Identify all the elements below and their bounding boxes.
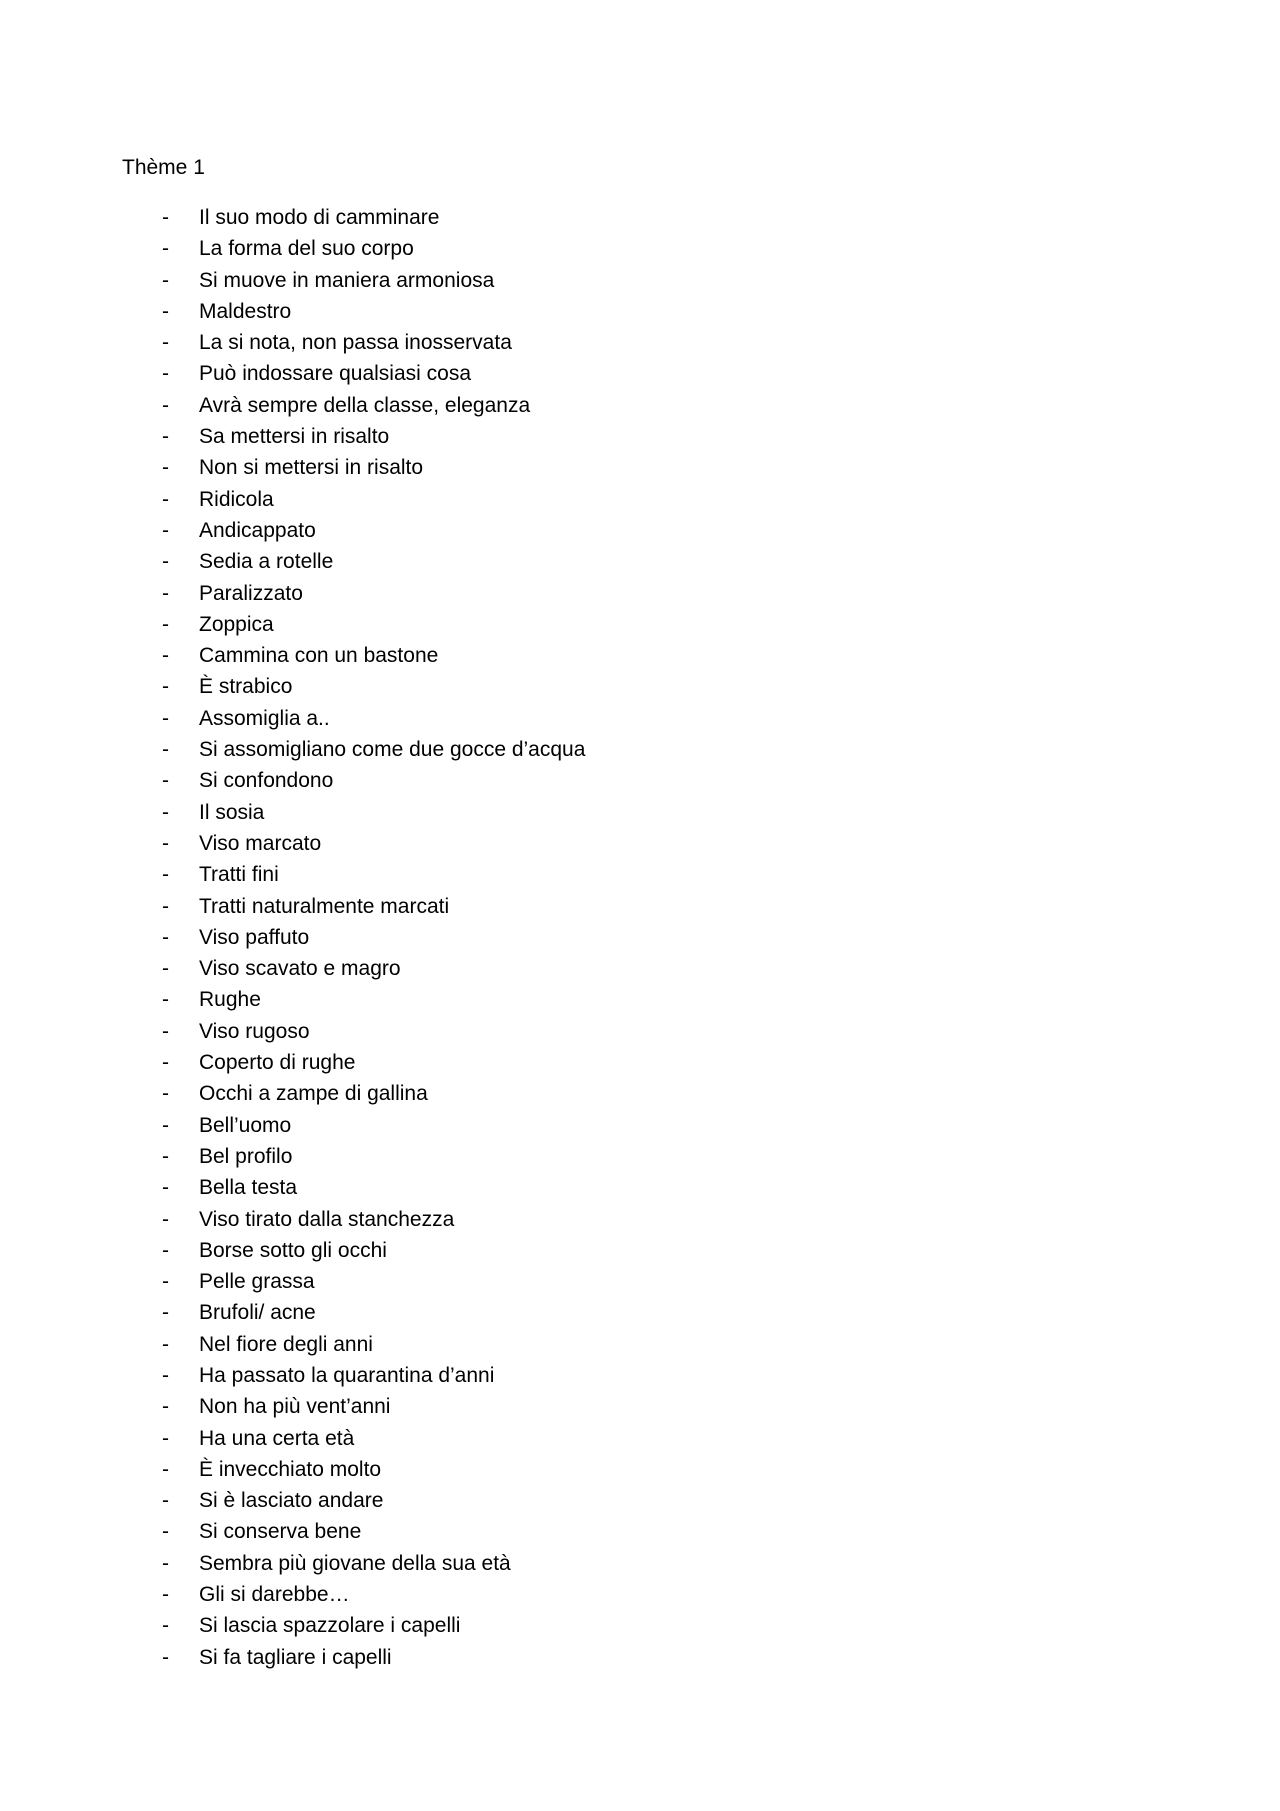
list-item-text: È strabico <box>199 675 293 699</box>
list-item-text: Pelle grassa <box>199 1270 315 1294</box>
list-item-text: Sembra più giovane della sua età <box>199 1551 511 1575</box>
bullet-dash: - <box>162 1082 169 1106</box>
list-item-text: Gli si darebbe… <box>199 1583 350 1607</box>
list-item-text: Si muove in maniera armoniosa <box>199 268 495 292</box>
list-item-text: Non si mettersi in risalto <box>199 456 424 480</box>
list-item-text: Tratti naturalmente marcati <box>199 894 450 918</box>
bullet-dash: - <box>162 425 169 449</box>
list-item-text: Si conserva bene <box>199 1520 362 1544</box>
bullet-dash: - <box>162 550 169 574</box>
bullet-dash: - <box>162 518 169 542</box>
list-item-text: Il sosia <box>199 800 265 824</box>
list-item-text: Ha passato la quarantina d’anni <box>199 1363 495 1387</box>
bullet-dash: - <box>162 456 169 480</box>
bullet-dash: - <box>162 612 169 636</box>
bullet-dash: - <box>162 1426 169 1450</box>
list-item-text: Andicappato <box>199 518 316 542</box>
list-item-text: Viso scavato e magro <box>199 957 401 981</box>
bullet-dash: - <box>162 268 169 292</box>
list-item-text: Si lascia spazzolare i capelli <box>199 1614 461 1638</box>
list-item-text: Sa mettersi in risalto <box>199 425 390 449</box>
list-item-text: Bel profilo <box>199 1144 293 1168</box>
list-item-text: Viso marcato <box>199 831 322 855</box>
list-item-text: Bella testa <box>199 1176 298 1200</box>
list-item-text: Assomiglia a.. <box>199 706 330 730</box>
bullet-dash: - <box>162 393 169 417</box>
bullet-dash: - <box>162 738 169 762</box>
list-item-text: Il suo modo di camminare <box>199 206 440 229</box>
bullet-dash: - <box>162 1301 169 1325</box>
list-item-text: È invecchiato molto <box>199 1457 382 1481</box>
bullet-dash: - <box>162 1176 169 1200</box>
bullet-dash: - <box>162 706 169 730</box>
bullet-dash: - <box>162 800 169 824</box>
bullet-dash: - <box>162 1520 169 1544</box>
bullet-dash: - <box>162 644 169 668</box>
list-item-text: Ha una certa età <box>199 1426 355 1450</box>
bullet-dash: - <box>162 863 169 887</box>
list-item-text: Bell’uomo <box>199 1113 292 1137</box>
list-item-text: Nel fiore degli anni <box>199 1332 373 1356</box>
bullet-dash: - <box>162 1489 169 1513</box>
bullet-dash: - <box>162 581 169 605</box>
list-item-text: Paralizzato <box>199 581 303 605</box>
list-item-text: Si fa tagliare i capelli <box>199 1645 392 1669</box>
list-item-text: Si confondono <box>199 769 334 793</box>
bullet-dash: - <box>162 1395 169 1419</box>
bullet-dash: - <box>162 1238 169 1262</box>
bullet-dash: - <box>162 1614 169 1638</box>
list-item-text: Zoppica <box>199 612 274 636</box>
bullet-dash: - <box>162 1583 169 1607</box>
bullet-dash: - <box>162 1113 169 1137</box>
bullet-dash: - <box>162 1270 169 1294</box>
list-item-text: La forma del suo corpo <box>199 237 414 261</box>
bullet-dash: - <box>162 299 169 323</box>
bullet-dash: - <box>162 957 169 981</box>
bullet-dash: - <box>162 487 169 511</box>
list-item-text: Sedia a rotelle <box>199 550 334 574</box>
document-title: Thème 1 <box>122 156 205 179</box>
list-item-text: Viso tirato dalla stanchezza <box>199 1207 455 1231</box>
bullet-dash: - <box>162 1332 169 1356</box>
bullet-dash: - <box>162 675 169 699</box>
list-item-text: Si assomigliano come due gocce d’acqua <box>199 738 586 762</box>
bullet-dash: - <box>162 206 169 229</box>
bullet-dash: - <box>162 769 169 793</box>
bullet-dash: - <box>162 988 169 1012</box>
bullet-dash: - <box>162 237 169 261</box>
bullet-dash: - <box>162 894 169 918</box>
bullet-dash: - <box>162 1144 169 1168</box>
bullet-dash: - <box>162 1363 169 1387</box>
bullet-dash: - <box>162 1457 169 1481</box>
list-item-text: La si nota, non passa inosservata <box>199 331 512 355</box>
list-item-text: Può indossare qualsiasi cosa <box>199 362 471 386</box>
list-item-text: Viso rugoso <box>199 1019 310 1043</box>
bullet-dash: - <box>162 1207 169 1231</box>
list-item-text: Non ha più vent’anni <box>199 1395 391 1419</box>
list-item-text: Occhi a zampe di gallina <box>199 1082 428 1106</box>
list-item-text: Coperto di rughe <box>199 1051 356 1075</box>
bullet-dash: - <box>162 1645 169 1669</box>
list-item-text: Brufoli/ acne <box>199 1301 316 1325</box>
bullet-dash: - <box>162 925 169 949</box>
bullet-dash: - <box>162 1019 169 1043</box>
list-item-text: Avrà sempre della classe, eleganza <box>199 393 531 417</box>
list-item-text: Cammina con un bastone <box>199 644 439 668</box>
bullet-dash: - <box>162 1551 169 1575</box>
list-item-text: Tratti fini <box>199 863 279 887</box>
list-item-text: Ridicola <box>199 487 274 511</box>
bullet-dash: - <box>162 362 169 386</box>
list-item-text: Borse sotto gli occhi <box>199 1238 387 1262</box>
bullet-dash: - <box>162 1051 169 1075</box>
list-item-text: Viso paffuto <box>199 925 310 949</box>
list-item-text: Rughe <box>199 988 261 1012</box>
bullet-dash: - <box>162 331 169 355</box>
list-item-text: Maldestro <box>199 299 292 323</box>
list-item-text: Si è lasciato andare <box>199 1489 384 1513</box>
bullet-dash: - <box>162 831 169 855</box>
